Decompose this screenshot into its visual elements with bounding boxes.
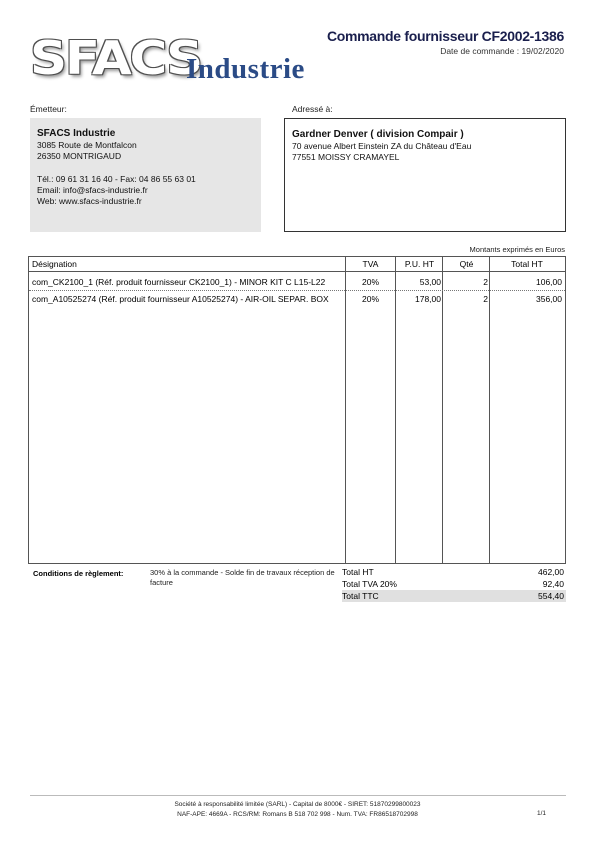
legal-footer	[60, 800, 535, 820]
row-1-tva: 20%	[361, 277, 379, 287]
total-ht-value: 462,00	[538, 567, 564, 577]
row-2-tva: 20%	[361, 294, 379, 304]
row-2-qty: 2	[483, 294, 488, 304]
recipient-city: 77551 MOISSY CRAMAYEL	[292, 152, 400, 163]
page-number: 1/1	[536, 810, 546, 817]
order-lines-table	[28, 256, 566, 564]
logo-word: Industrie	[186, 53, 305, 85]
order-date: Date de commande : 19/02/2020	[440, 46, 564, 56]
footer-line-2: NAF-APE: 4669A - RCS/RM: Romans B 518 702 998 - Num. TVA: FR86518702998	[177, 811, 418, 818]
sender-phone: Tél.: 09 61 31 16 40 - Fax: 04 86 55 63 01	[37, 173, 196, 184]
total-tva-label: Total TVA 20%	[342, 579, 397, 589]
header-unit-price: P.U. HT	[404, 259, 435, 269]
row-1-designation: com_CK2100_1 (Réf. produit fournisseur CK2100_1) - MINOR KIT C L15-L22	[32, 277, 326, 287]
total-ttc-label: Total TTC	[342, 591, 379, 601]
sender-name: SFACS Industrie	[37, 128, 116, 139]
footer-line-1: Société à responsabilité limitée (SARL) - Capital de 8000€ - SIRET: 51870299800023	[174, 801, 421, 808]
recipient-label: Adressé à:	[292, 104, 333, 114]
row-1-total: 106,00	[536, 277, 562, 287]
sender-street: 3085 Route de Montfalcon	[37, 140, 137, 150]
sender-city: 26350 MONTRIGAUD	[37, 151, 122, 162]
sender-email: Email: info@sfacs-industrie.fr	[37, 184, 148, 195]
row-2-unit-price: 178,00	[415, 294, 441, 304]
recipient-name: Gardner Denver ( division Compair )	[292, 129, 464, 140]
payment-terms-label: Conditions de règlement:	[33, 569, 124, 578]
logo-mark: SFACS	[30, 31, 201, 85]
company-logo	[30, 33, 310, 85]
currency-note: Montants exprimés en Euros	[469, 245, 565, 254]
total-tva-value: 92,40	[542, 579, 564, 589]
header-tva: TVA	[362, 259, 379, 269]
row-2-total: 356,00	[536, 294, 562, 304]
payment-terms-text: 30% à la commande - Solde fin de travaux réception de facture	[150, 568, 335, 587]
total-ttc-value: 554,40	[538, 591, 564, 601]
header-qty: Qté	[459, 259, 474, 269]
footer-divider	[30, 795, 566, 796]
total-tva-row	[342, 578, 566, 590]
row-1-qty: 2	[483, 277, 488, 287]
row-1-unit-price: 53,00	[419, 277, 441, 287]
order-title: Commande fournisseur CF2002-1386	[326, 28, 564, 44]
total-ht-row	[342, 566, 566, 578]
sender-web: Web: www.sfacs-industrie.fr	[37, 196, 142, 207]
row-2-designation: com_A10525274 (Réf. produit fournisseur A10525274) - AIR-OIL SEPAR. BOX	[32, 294, 329, 304]
recipient-street: 70 avenue Albert Einstein ZA du Château d'Eau	[292, 141, 472, 151]
total-ht-label: Total HT	[342, 567, 374, 577]
header-designation: Désignation	[32, 259, 77, 269]
sender-label: Émetteur:	[30, 104, 67, 114]
recipient-box	[284, 118, 566, 232]
header-total: Total HT	[511, 259, 543, 269]
sender-box	[30, 118, 261, 232]
total-ttc-row	[342, 590, 566, 602]
